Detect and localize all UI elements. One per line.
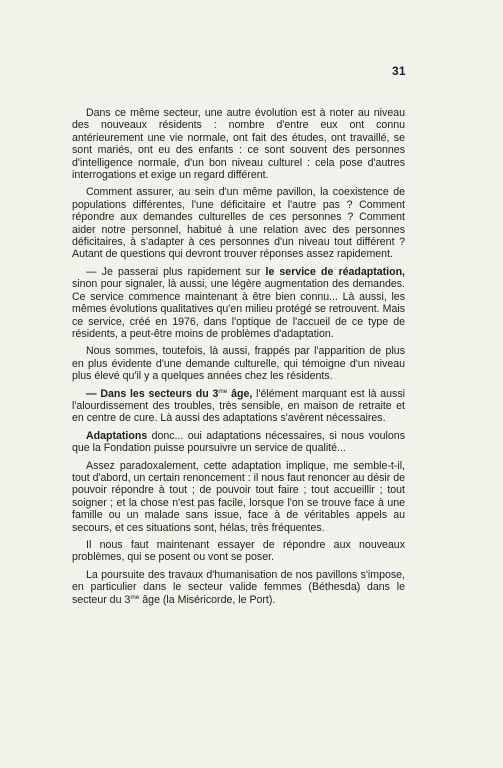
text-run: Comment assurer, au sein d'un même pavillon, la coexistence de populations différentes, l'une déficitaire et l'autre pas ? Comment répondre aux demandes culturelles de ces personnes ? Comment aider notre personnel, habitué à une relation avec des personnes déficitaires, à s'adapter à ces personnes d'un niveau tout différent ? Autant de questions qui devront trouver réponses assez rapidement. (72, 186, 405, 261)
text-run: Il nous faut maintenant essayer de répondre aux nouveaux problèmes, qui se posent ou vont se poser. (72, 539, 405, 564)
paragraph (72, 345, 405, 382)
paragraph (72, 430, 405, 455)
paragraph (72, 388, 405, 425)
body-text (72, 107, 405, 611)
text-run: Assez paradoxalement, cette adaptation implique, me semble-t-il, tout d'abord, un certain renoncement : il nous faut renoncer au désir de pouvoir répondre à tout ; de pouvoir tout faire ; tout accueillir ; tout soigner ; et la chose n'est pas facile, lorsque l'on se trouve face à une famille ou un malade sans issue, face à de véritables appels au secours, et ces situations sont, hélas, très fréquentes. (72, 459, 405, 534)
text-run: donc... oui adaptations nécessaires, si nous voulons que la Fondation puisse poursuivre un service de qualité... (72, 429, 405, 455)
superscript: me (130, 593, 140, 601)
text-run: La poursuite des travaux d'humanisation de nos pavillons s'impose, en particulier dans le secteur valide femmes (Béthesda) dans le secteur du 3 (72, 568, 405, 606)
page-number: 31 (392, 64, 406, 78)
superscript: me (218, 387, 228, 395)
text-run: sinon pour signaler, là aussi, une légère augmentation des demandes. Ce service commence maintenant à être bien connu... Là aussi, les mêmes évolutions qualitatives qu'en milieu protégé se retrouvent. Mais ce service, créé en 1976, dans l'optique de l'accueil de ce type de résidents, a peut-être moins de problèmes d'adaptation. (72, 278, 405, 340)
bold-heading: âge, (227, 387, 253, 400)
text-run: Dans ce même secteur, une autre évolution est à noter au niveau des nouveaux résidents : nombre d'entre eux ont connu antérieurement une vie normale, ont fait des études, ont travaillé, se sont mariés, ont eu des enfants : ce sont souvent des personnes d'intelligence normale, d'un bon niveau culturel : cela pose d'autres interrogations et exige un regard différent. (72, 107, 405, 182)
bold-heading: Adaptations (86, 429, 148, 442)
paragraph (72, 460, 405, 534)
text-run: Nous sommes, toutefois, là aussi, frappés par l'apparition de plus en plus évidente d'une demande culturelle, qui témoigne d'un niveau plus élevé qu'il y a quelques années chez les résidents. (72, 345, 405, 383)
paragraph (72, 569, 405, 606)
bold-heading: le service de réadaptation, (265, 265, 405, 278)
paragraph (72, 107, 405, 181)
text-run: âge (la Miséricorde, le Port). (139, 593, 276, 606)
paragraph (72, 186, 405, 260)
bold-heading: — Dans les secteurs du 3 (86, 387, 219, 400)
text-run: l'élément marquant est là aussi l'alourdissement des troubles, très sensible, en maison de retraite et en centre de cure. Là aussi des adaptations s'avèrent nécessaires. (72, 387, 405, 425)
paragraph (72, 266, 405, 340)
text-run: — Je passerai plus rapidement sur (86, 265, 266, 278)
paragraph (72, 539, 405, 564)
